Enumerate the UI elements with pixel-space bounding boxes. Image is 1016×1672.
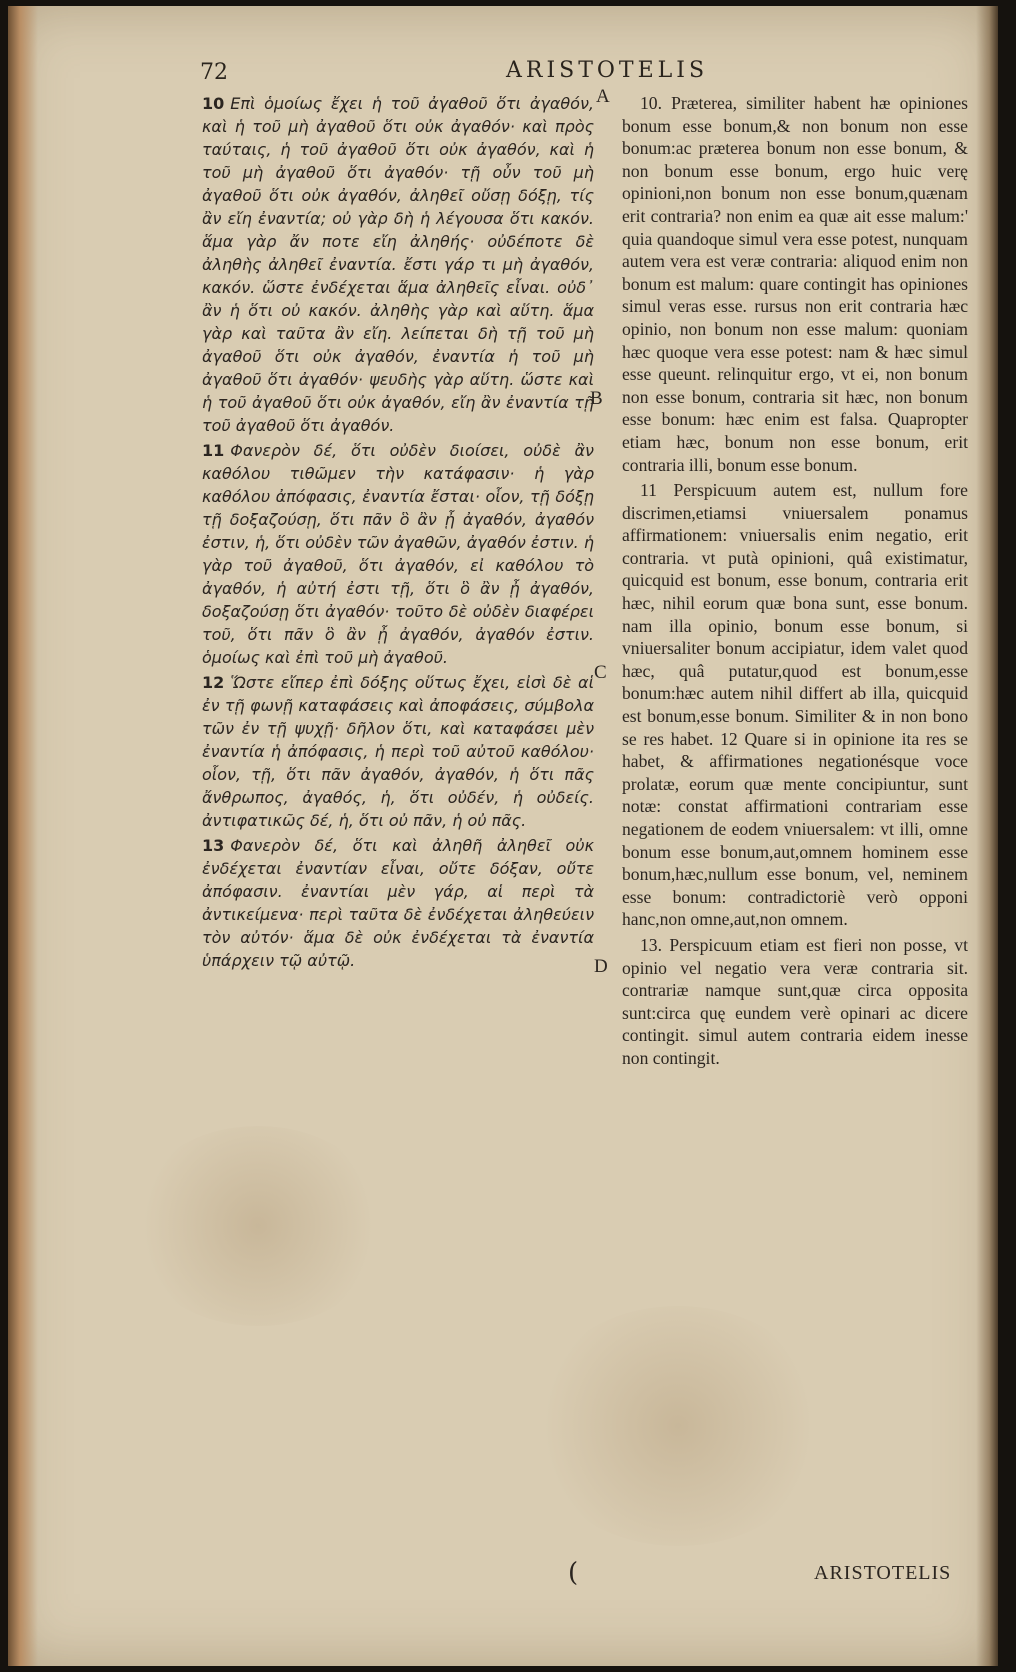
section-number: 13 (202, 836, 225, 855)
section-number: 12 (202, 673, 225, 692)
greek-text-column (202, 92, 594, 974)
book-page (8, 6, 998, 1666)
latin-text-column (622, 92, 968, 1073)
greek-paragraph-text: Επὶ ὁμοίως ἔχει ἡ τοῦ ἀγαθοῦ ὅτι ἀγαθόν, καὶ ἡ τοῦ μὴ ἀγαθοῦ ὅτι οὐκ ἀγαθόν· καὶ πρὸς ταύταις, ἡ τοῦ ἀγαθοῦ ὅτι οὐκ ἀγαθόν, καὶ ἡ τοῦ μὴ ἀγαθοῦ ὅτι ἀγαθόν· τῇ οὖν τοῦ μὴ ἀγαθοῦ ὅτι οὐκ ἀγαθόν, ἀληθεῖ οὔσῃ δόξῃ, τίς ἂν εἴη ἐναντία; οὐ γὰρ δὴ ἡ λέγουσα ὅτι κακόν. ἅμα γὰρ ἄν ποτε εἴη ἀληθής· οὐδέποτε δὲ ἀληθὴς ἀληθεῖ ἐναντία. ἔστι γάρ τι μὴ ἀγαθόν, κακόν. ὥστε ἐνδέχεται ἅμα ἀληθεῖς εἶναι. οὐδ᾽ ἂν ἡ ὅτι οὐ κακόν. ἀληθὴς γὰρ καὶ αὕτη. ἅμα γὰρ καὶ ταῦτα ἂν εἴη. λείπεται δὴ τῇ τοῦ μὴ ἀγαθοῦ ὅτι οὐκ ἀγαθόν, ἐναντία ἡ τοῦ μὴ ἀγαθοῦ ὅτι ἀγαθόν· ψευδὴς γὰρ αὕτη. ὥστε καὶ ἡ τοῦ ἀγαθοῦ ὅτι οὐκ ἀγαθόν, εἴη ἂν ἐναντία τῇ τοῦ ἀγαθοῦ ὅτι ἀγαθόν. (202, 94, 594, 435)
margin-letter-a: A (596, 86, 610, 107)
paper-stain (128, 1126, 388, 1326)
greek-paragraph-13 (202, 834, 594, 972)
greek-paragraph-10 (202, 92, 594, 437)
latin-paragraph-13: 13. Perspicuum etiam est fieri non posse, vt opinio vel negatio vera veræ contraria sit. contrariæ namque sunt,quæ circa opposita sunt:circa quę eundem verè opinari ac dicere contingit. simul autem contraria eidem inesse non contingit. (622, 934, 968, 1068)
greek-paragraph-text: Φανερὸν δέ, ὅτι καὶ ἀληθῆ ἀληθεῖ οὐκ ἐνδέχεται ἐναντίαν εἶναι, οὔτε δόξαν, οὔτε ἀπόφασιν. ἐναντίαι μὲν γάρ, αἱ περὶ τὰ ἀντικείμενα· περὶ ταῦτα δὲ ἐνδέχεται ἀληθεύειν τὸν αὐτόν· ἅμα δὲ οὐκ ἐνδέχεται τὰ ἐναντία ὑπάρχειν τῷ αὐτῷ. (202, 836, 594, 970)
paper-stain (528, 1306, 828, 1546)
latin-paragraph-11-12: 11 Perspicuum autem est, nullum fore discrimen,etiamsi vniuersalem ponamus affirmationem: vniuersalis enim negatio, erit contraria. vt putà opinioni, quâ existimatur, quicquid est bonum, esse bonum, contraria erit hæc, nihil eorum quæ bona sunt, esse bonum. nam illa opinio, bonum esse bonum, si vniuersaliter bonum accipiatur, idem valet quod hæc, quâ putatur,quod est bonum,esse bonum:hæc autem nihil differt ab illa, quicquid est bonum,esse bonum. Similiter & in non bono se res habet. 12 Quare si in opinione ita res se habet, & affirmationes negationésque voce prolatæ, eorum quæ mente concipiuntur, sunt notæ: constat affirmationi contrariam esse negationem de eodem vniuersalem: vt illi, omne bonum esse bonum,aut,omnem hominem esse bonum,hæc,nullum esse bonum, vel, neminem esse bonum: contradictoriè verò opponi hanc,non omne,aut,non omnem. (622, 480, 968, 930)
greek-paragraph-text: Ὥστε εἴπερ ἐπὶ δόξης οὕτως ἔχει, εἰσὶ δὲ αἱ ἐν τῇ φωνῇ καταφάσεις καὶ ἀποφάσεις, σύμβολα τῶν ἐν τῇ ψυχῇ· δῆλον ὅτι, καὶ καταφάσει μὲν ἐναντία ἡ ἀπόφασις, ἡ περὶ τοῦ αὐτοῦ καθόλου· οἷον, τῇ, ὅτι πᾶν ἀγαθόν, ἀγαθόν, ἡ ὅτι πᾶς ἄνθρωπος, ἀγαθός, ἡ, ὅτι οὐδέν, ἡ οὐδείς. ἀντιφατικῶς δέ, ἡ, ὅτι οὐ πᾶν, ἡ οὐ πᾶς. (202, 673, 594, 830)
page-gutter-shadow (8, 6, 38, 1666)
signature-mark: ( (568, 1558, 579, 1588)
margin-letter-b: B (590, 388, 603, 409)
margin-letter-d: D (594, 956, 608, 977)
page-edge-shadow (976, 6, 998, 1666)
running-head: ARISTOTELIS (506, 58, 709, 83)
margin-letter-c: C (594, 662, 607, 683)
greek-paragraph-text: Φανερὸν δέ, ὅτι οὐδὲν διοίσει, οὐδὲ ἂν καθόλου τιθῶμεν τὴν κατάφασιν· ἡ γὰρ καθόλου ἀπόφασις, ἐναντία ἔσται· οἷον, τῇ δόξῃ τῇ δοξαζούσῃ, ὅτι πᾶν ὃ ἂν ᾖ ἀγαθόν, ἀγαθόν ἐστιν, ἡ, ὅτι οὐδὲν τῶν ἀγαθῶν, ἀγαθόν ἐστιν. ἡ γὰρ τοῦ ἀγαθοῦ, ὅτι ἀγαθόν, εἰ καθόλου τὸ ἀγαθόν, ἡ αὐτή ἐστι τῇ, ὅτι ὃ ἂν ᾖ ἀγαθόν, δοξαζούσῃ ὅτι ἀγαθόν· τοῦτο δὲ οὐδὲν διαφέρει τοῦ, ὅτι πᾶν ὃ ἂν ᾖ ἀγαθόν, ἀγαθόν ἐστιν. ὁμοίως καὶ ἐπὶ τοῦ μὴ ἀγαθοῦ. (202, 441, 594, 667)
section-number: 10 (202, 94, 225, 113)
catchword: ARISTOTELIS (814, 1562, 952, 1584)
section-number: 11 (202, 441, 225, 460)
greek-paragraph-11 (202, 439, 594, 669)
greek-paragraph-12 (202, 671, 594, 832)
latin-paragraph-10: 10. Præterea, similiter habent hæ opiniones bonum esse bonum,& non bonum non esse bonum:ac præterea bonum non esse bonum, & non bonum esse bonum, ergo huic verę opinioni,non bonum non esse bonum,quænam erit contraria? non enim ea quæ ait esse malum:' quia quandoque simul vera esse potest, nunquam autem vera est veræ contraria: aliquod enim non bonum est malum: quare contingit has opiniones simul veras esse. rursus non erit contraria hæc opinio, non bonum non esse malum: quoniam hæc quoque vera esse potest: nam & hæc simul esse queunt. relinquitur ergo, vt ei, non bonum non esse bonum, contraria sit hæc, non bonum esse bonum: hæc enim est falsa. Quapropter etiam hæc, bonum non esse bonum, erit contraria illi, bonum esse bonum. (622, 93, 968, 475)
page-number: 72 (200, 60, 228, 85)
